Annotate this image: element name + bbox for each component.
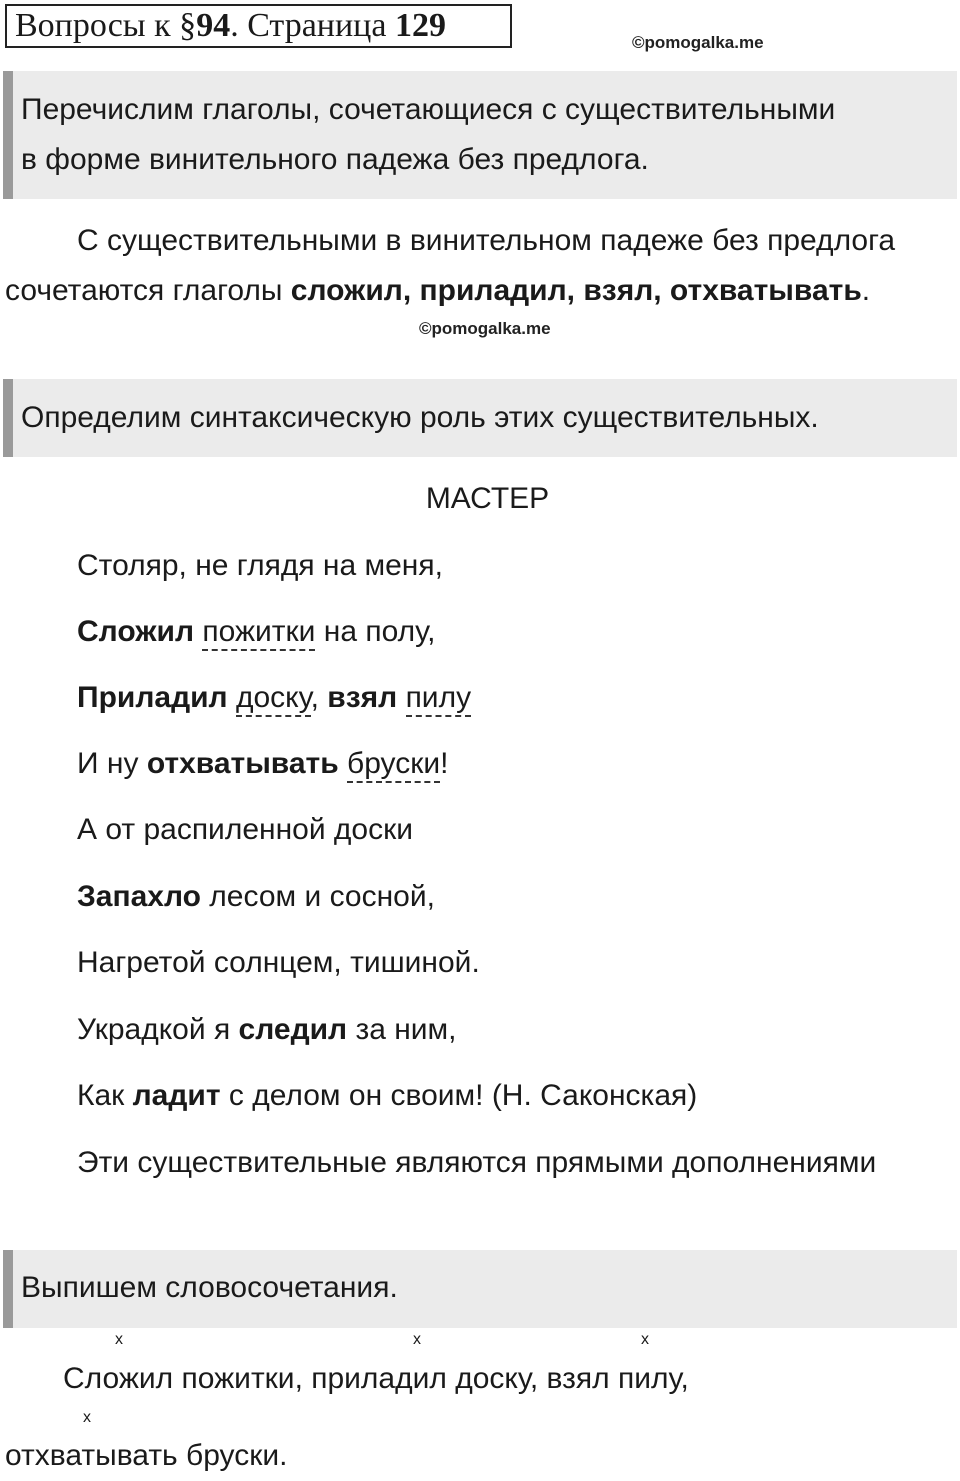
verb: Сложил [77,615,195,648]
poem-text: лесом и сосной, [200,880,435,913]
poem-line [77,872,435,922]
poem-line [77,739,448,789]
verb: Приладил [77,681,228,714]
answer-1-text: С существительными в винительном падеже без предлога сочетаются глаголы [5,224,896,307]
poem-line [77,673,471,723]
answer-3-line-2: отхватывать бруски. [5,1439,288,1472]
watermark: ©pomogalka.me [419,319,551,338]
verb: взял [327,681,398,714]
poem-line: Столяр, не глядя на меня, [77,549,443,582]
poem-line [77,1071,697,1121]
object-word: бруски [347,747,440,783]
header-page-label: . Страница [230,7,395,44]
verb: Запахло [77,880,201,913]
poem-text: , [310,681,328,714]
poem-text: Как [77,1079,133,1112]
x-mark: х [641,1331,649,1348]
x-mark: х [413,1331,421,1348]
verb: ладит [132,1079,221,1112]
poem-text: с делом он своим! (Н. Саконская) [220,1079,698,1112]
page-number: 129 [394,7,446,44]
question-1-line-2: в форме винительного падежа без предлога. [21,143,649,176]
poem-text: И ну [77,747,147,780]
x-mark: х [115,1331,123,1348]
section-number: 94 [196,7,231,44]
question-1-line-1: Перечислим глаголы, сочетающиеся с существительными [21,93,836,126]
x-mark: х [83,1409,91,1426]
question-box-1 [3,71,957,199]
answer-1-verbs: сложил, приладил, взял, отхватывать [290,274,862,307]
poem-text: на полу, [315,615,436,648]
question-2-text: Определим синтаксическую роль этих существительных. [21,401,819,434]
answer-3-line-1: Сложил пожитки, приладил доску, взял пилу, [63,1362,689,1395]
poem-line: Нагретой солнцем, тишиной. [77,946,480,979]
verb: отхватывать [146,747,339,780]
page-header [5,4,512,48]
poem-title: МАСТЕР [425,482,550,515]
poem-line [77,607,435,657]
poem-text: Украдкой я [77,1013,239,1046]
object-word: пожитки [202,615,315,651]
object-word: пилу [406,681,472,717]
question-3-text: Выпишем словосочетания. [21,1271,398,1304]
answer-1-paragraph [5,216,955,316]
poem-text: за ним, [347,1013,457,1046]
poem-text: ! [440,747,449,780]
poem-line [77,1005,457,1055]
poem-line: А от распиленной доски [77,813,413,846]
answer-1-end: . [861,274,871,307]
answer-2-paragraph: Эти существительные являются прямыми дополнениями [77,1146,877,1179]
watermark: ©pomogalka.me [632,33,764,52]
verb: следил [238,1013,348,1046]
question-box-3 [3,1250,957,1328]
question-box-2 [3,379,957,457]
object-word: доску [236,681,311,717]
header-prefix: Вопросы к § [15,7,197,44]
